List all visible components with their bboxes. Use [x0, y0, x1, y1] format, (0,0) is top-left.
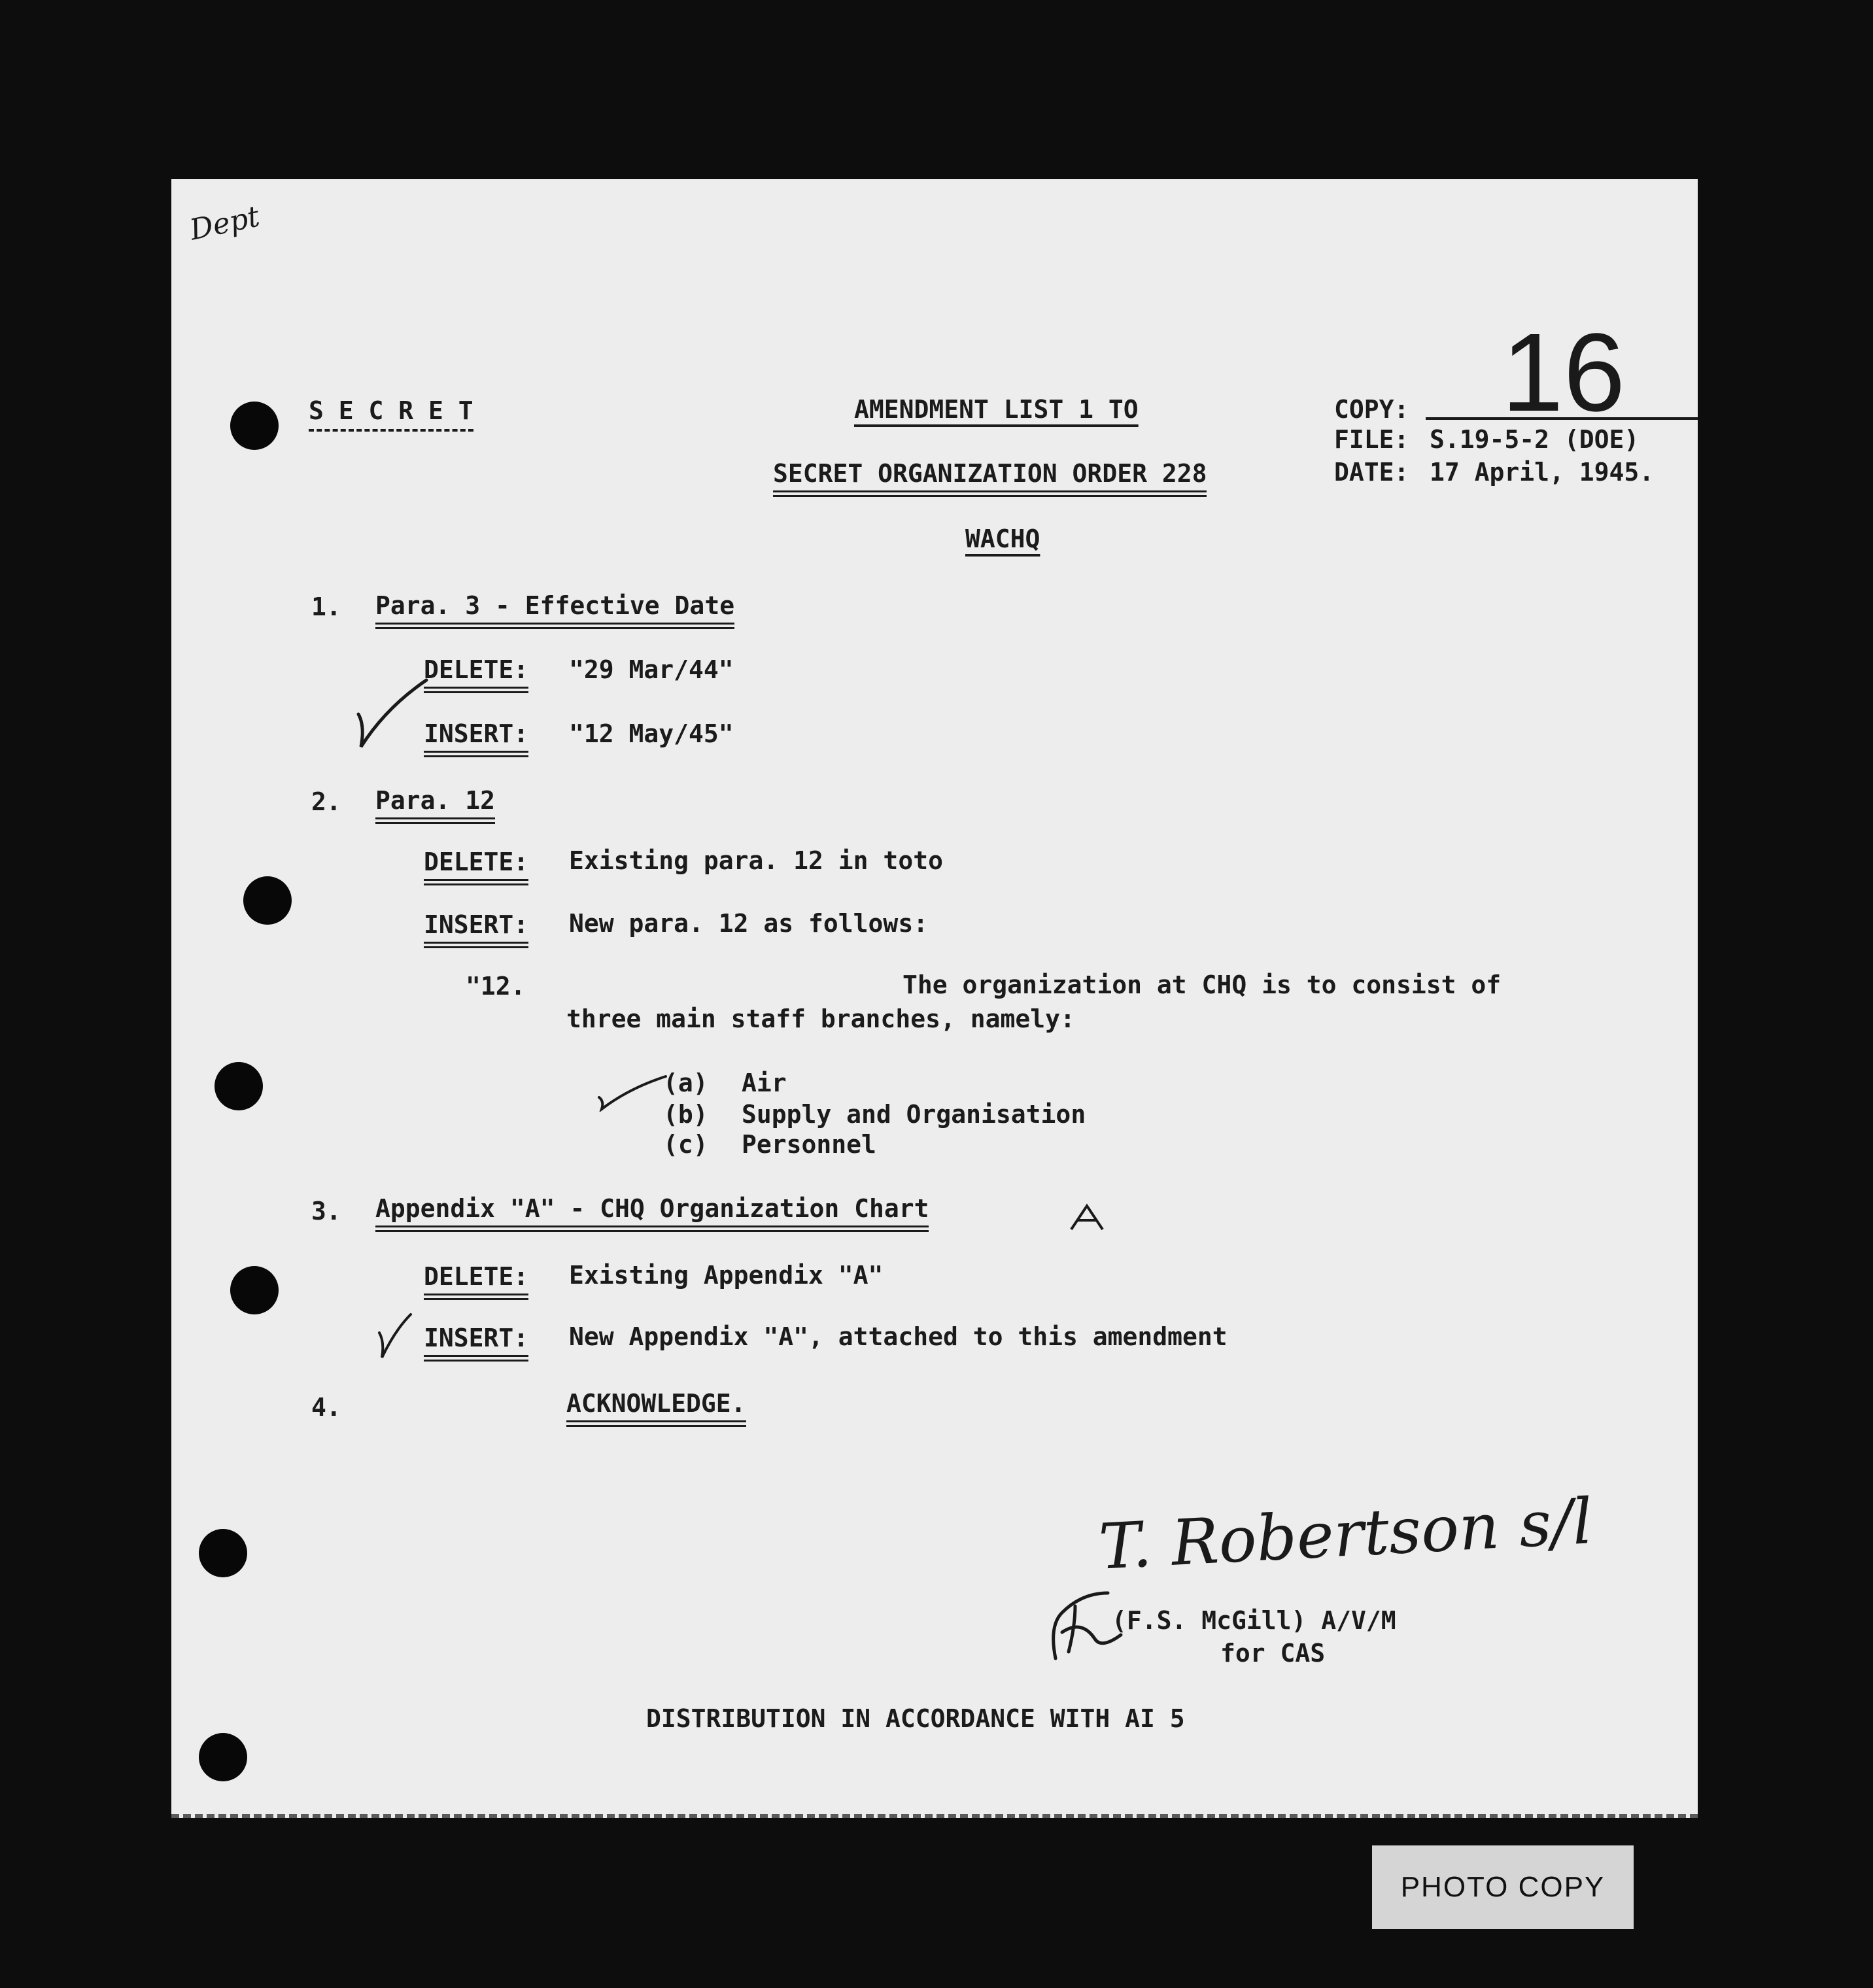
item-number: 1.	[311, 592, 341, 621]
quoted-para-line: The organization at CHQ is to consist of	[902, 970, 1502, 999]
insert-label: INSERT:	[424, 1324, 528, 1362]
delete-text: Existing Appendix "A"	[569, 1261, 884, 1290]
binder-hole	[199, 1529, 247, 1577]
delete-text: "29 Mar/44"	[569, 655, 734, 684]
branch-name: Supply and Organisation	[742, 1100, 1086, 1129]
date-value: 17 April, 1945.	[1430, 458, 1655, 487]
insert-text: "12 May/45"	[569, 719, 734, 748]
insert-text: New para. 12 as follows:	[569, 909, 929, 938]
item-heading: Para. 3 - Effective Date	[375, 591, 734, 629]
branch-letter: (b)	[663, 1100, 708, 1129]
file-label: FILE:	[1334, 425, 1409, 454]
delete-text: Existing para. 12 in toto	[569, 846, 943, 875]
file-value: S.19-5-2 (DOE)	[1430, 425, 1640, 454]
check-mark-icon	[375, 1311, 415, 1363]
title-line-2: SECRET ORGANIZATION ORDER 228	[773, 459, 1207, 497]
branch-name: Air	[742, 1069, 787, 1097]
insert-label: INSERT:	[424, 910, 528, 948]
title-line-1: AMENDMENT LIST 1 TO	[854, 395, 1139, 424]
quoted-para-number: "12.	[466, 972, 526, 1001]
quoted-para-line: three main staff branches, namely:	[566, 1004, 1075, 1033]
branch-letter: (a)	[663, 1069, 708, 1097]
delete-label: DELETE:	[424, 1262, 528, 1300]
binder-hole	[243, 876, 292, 925]
binder-hole	[215, 1062, 263, 1110]
distribution-note: DISTRIBUTION IN ACCORDANCE WITH AI 5	[646, 1704, 1185, 1733]
caret-mark-icon	[1067, 1201, 1107, 1233]
signatory-name: (F.S. McGill) A/V/M	[1112, 1606, 1396, 1635]
insert-text: New Appendix "A", attached to this amendment	[569, 1322, 1228, 1351]
title-line-3: WACHQ	[965, 524, 1040, 553]
signatory-for: for CAS	[1220, 1639, 1326, 1668]
acknowledge-label: ACKNOWLEDGE.	[566, 1389, 746, 1427]
item-number: 4.	[311, 1393, 341, 1422]
copy-label: COPY:	[1334, 395, 1409, 424]
item-number: 3.	[311, 1197, 341, 1225]
binder-hole	[230, 1266, 279, 1314]
date-label: DATE:	[1334, 458, 1409, 487]
branch-name: Personnel	[742, 1130, 876, 1159]
insert-label: INSERT:	[424, 719, 528, 757]
photocopy-stamp: PHOTO COPY	[1372, 1845, 1634, 1929]
delete-label: DELETE:	[424, 655, 528, 693]
item-heading: Para. 12	[375, 786, 495, 824]
binder-hole	[199, 1733, 247, 1781]
binder-hole	[230, 402, 279, 450]
copy-number: 16	[1502, 311, 1626, 435]
item-heading: Appendix "A" - CHQ Organization Chart	[375, 1194, 929, 1232]
signature: T. Robertson s/l	[1097, 1484, 1594, 1584]
item-number: 2.	[311, 787, 341, 816]
delete-label: DELETE:	[424, 848, 528, 885]
check-mark-icon	[596, 1072, 668, 1112]
classification-label: S E C R E T	[309, 396, 473, 432]
branch-letter: (c)	[663, 1130, 708, 1159]
corner-note: Dept	[186, 199, 263, 247]
check-mark-icon	[353, 675, 432, 753]
